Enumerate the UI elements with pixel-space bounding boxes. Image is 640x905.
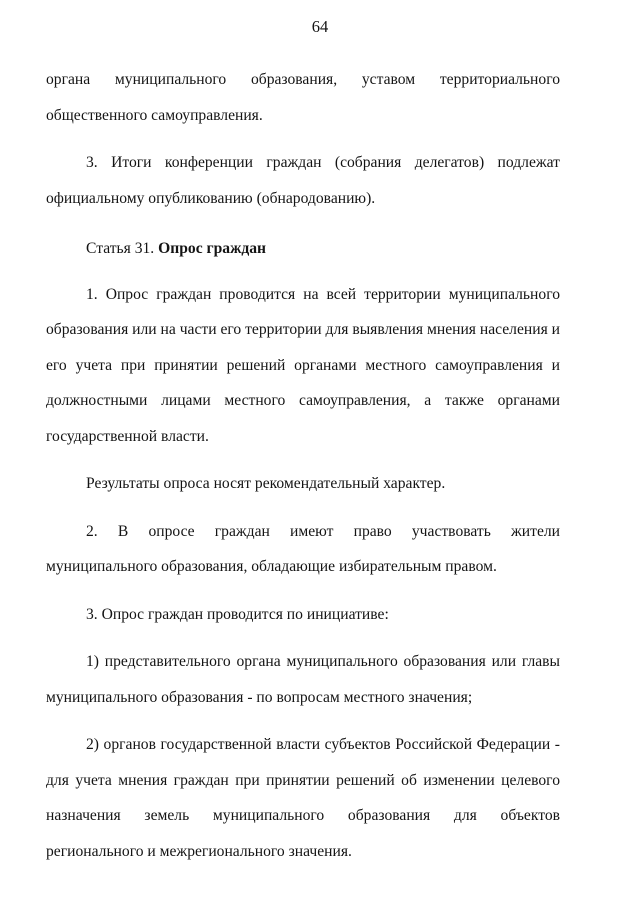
article-title: Опрос граждан	[158, 240, 267, 257]
document-body	[46, 62, 560, 881]
paragraph-survey-results: Результаты опроса носят рекомендательный характер.	[86, 475, 446, 492]
paragraph-survey-3: 3. Опрос граждан проводится по инициативе:	[86, 605, 389, 623]
paragraph-continuation: органа муниципального образования, уставом территориального общественного самоуправления.	[46, 71, 560, 124]
paragraph-survey-3-2: 2) органов государственной власти субъектов Российской Федерации - для учета мнения граждан при принятии решений об изменении целевого назначения земель муниципального образования для объектов регионального и межрегионального значения.	[46, 736, 560, 860]
paragraph-survey-1: 1. Опрос граждан проводится на всей территории муниципального образования или на части его территории для выявления мнения населения и его учета при принятии решений органами местного самоуправления и должностными лицами местного самоуправления, а также органами государственной власти.	[46, 285, 560, 445]
paragraph-survey-2: 2. В опросе граждан имеют право участвовать жители муниципального образования, обладающие избирательным правом.	[46, 522, 560, 575]
paragraph-conference-results: 3. Итоги конференции граждан (собрания делегатов) подлежат официальному опубликованию (обнародованию).	[46, 154, 560, 207]
paragraph-survey-3-1: 1) представительного органа муниципального образования или главы муниципального образования - по вопросам местного значения;	[46, 653, 560, 706]
article-number: Статья 31.	[86, 240, 159, 257]
page-number: 64	[311, 17, 329, 36]
article-heading	[46, 231, 560, 267]
